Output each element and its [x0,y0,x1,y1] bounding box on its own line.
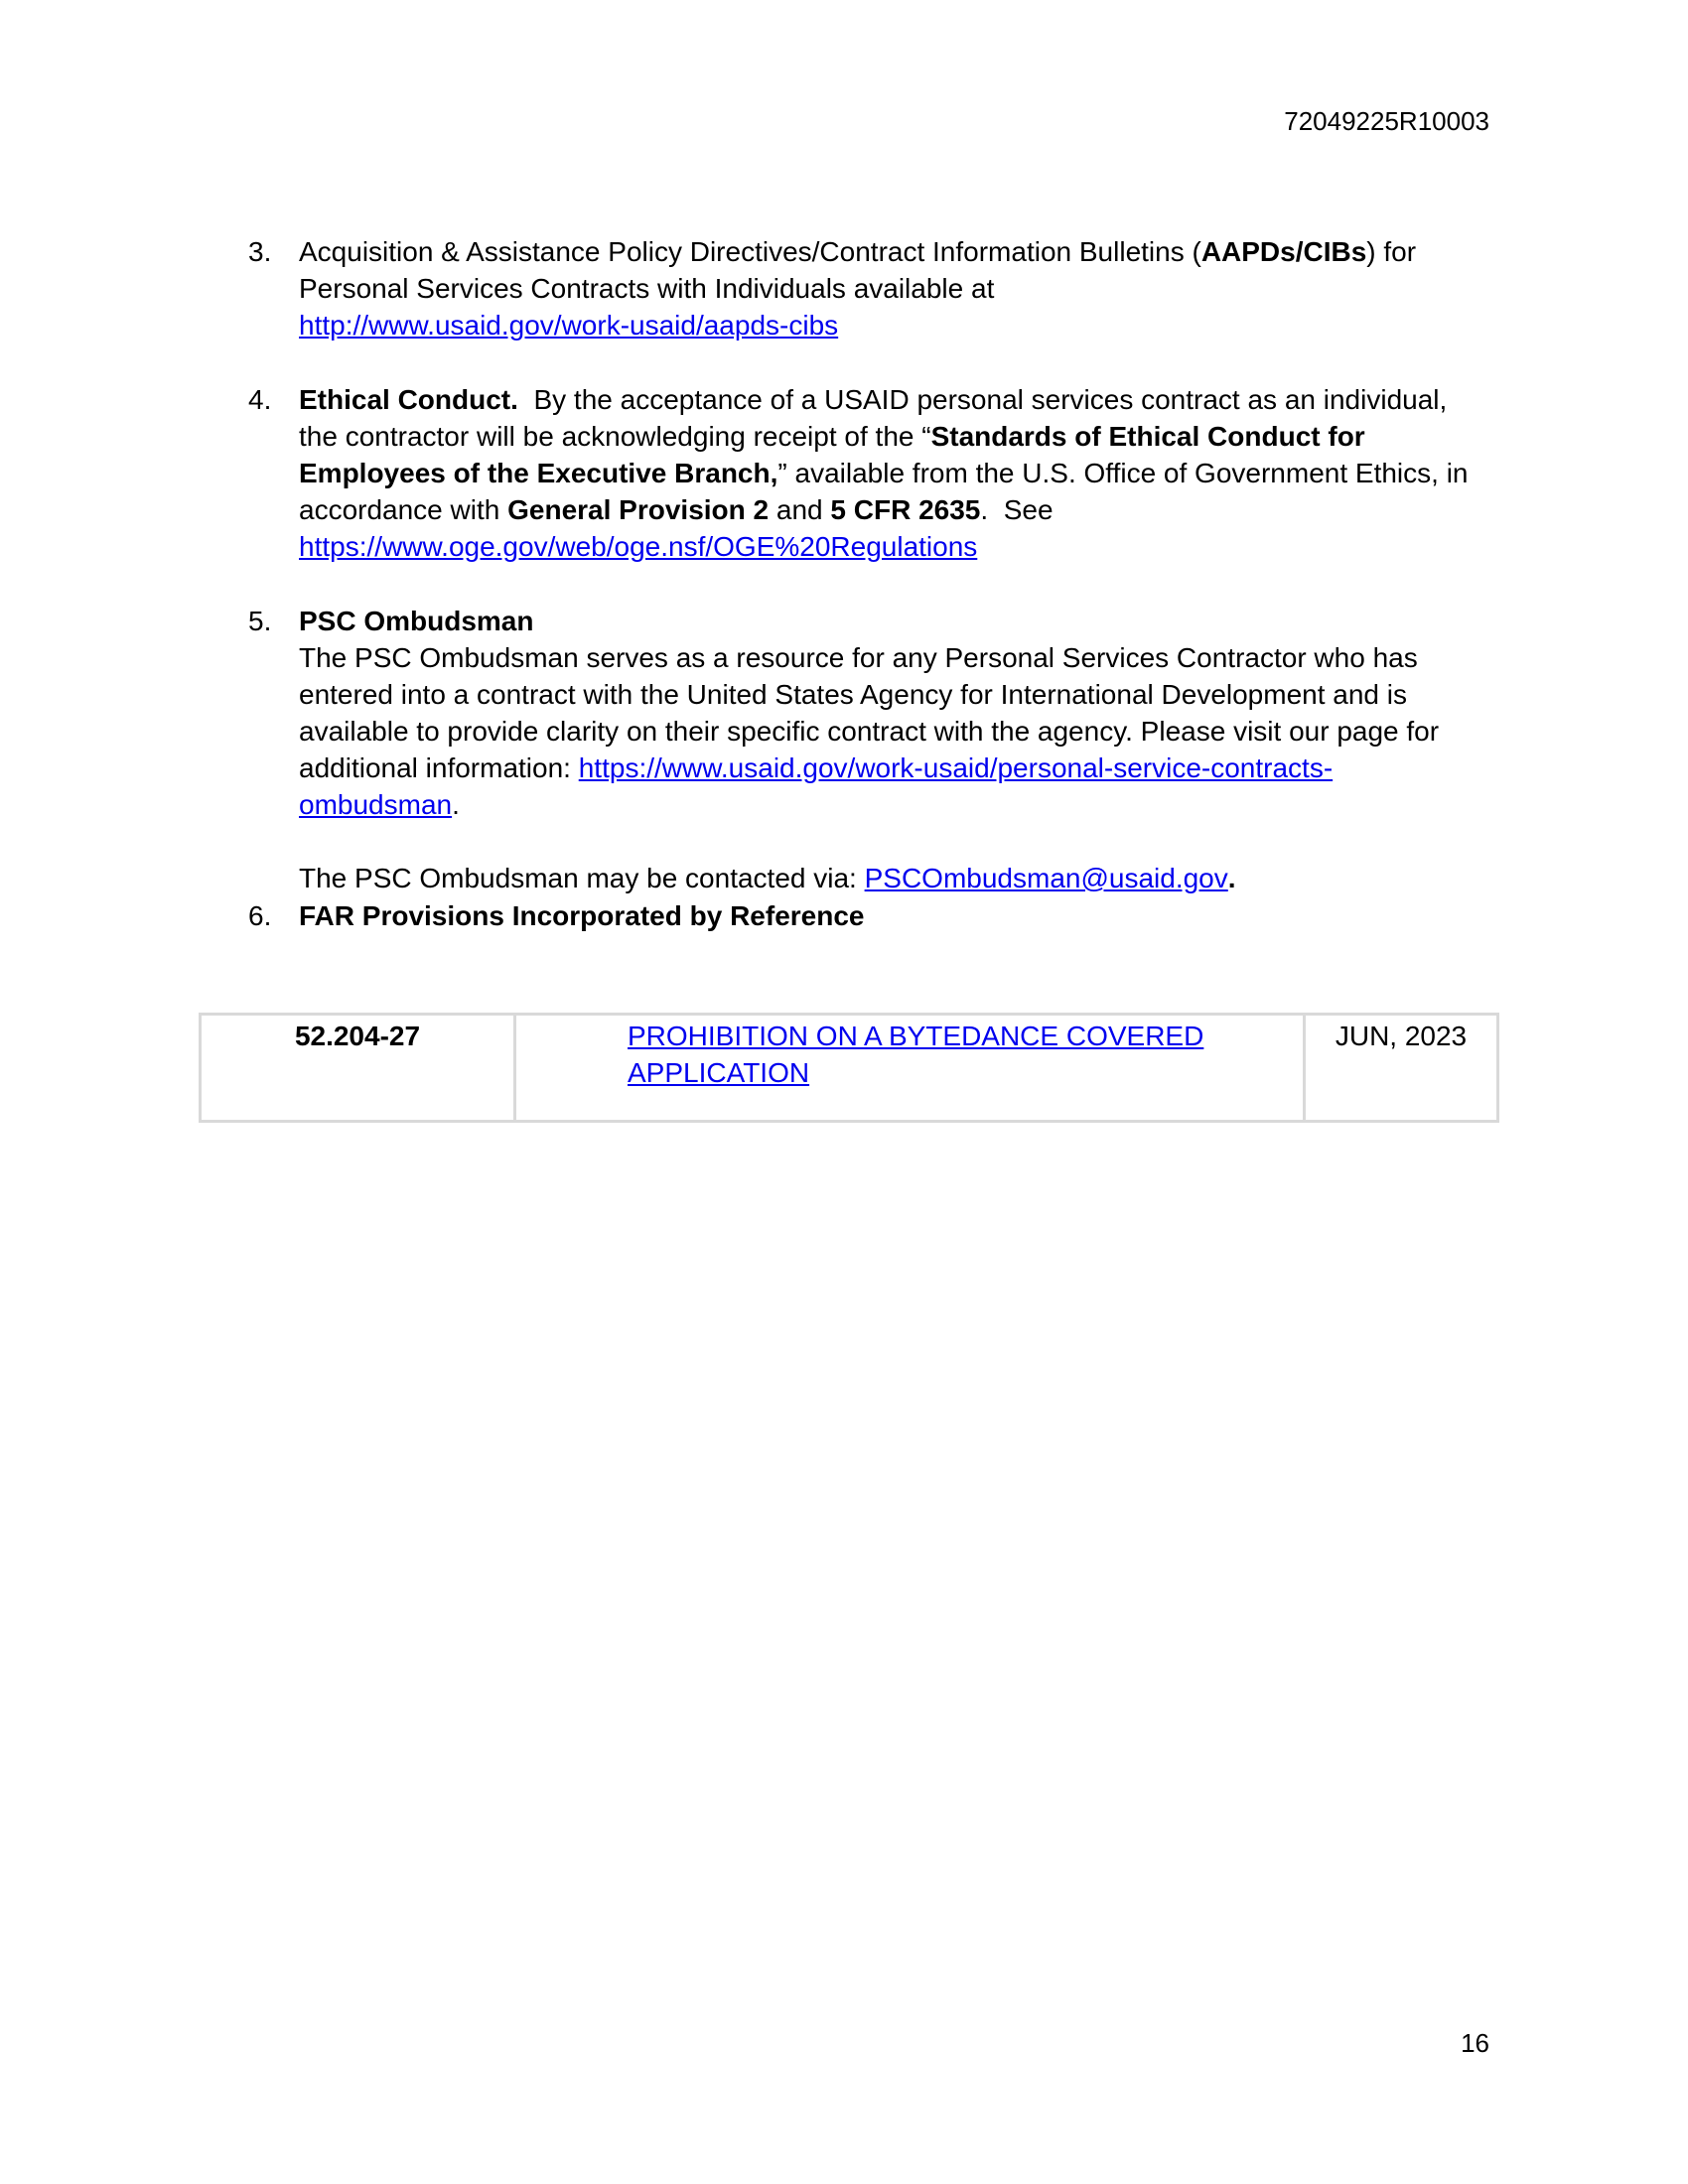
aapds-text-after: ) for Personal Services Contracts with Individuals available at [299,236,1417,304]
ethics-standards: Standards of Ethical Conduct for Employees of the Executive Branch, [299,421,1365,488]
aapds-bold-term: AAPDs/CIBs [1200,236,1367,267]
list-item-far-provisions [248,897,1489,934]
ethics-text-1: By the acceptance of a USAID personal services contract as an individual, the contractor will be acknowledging receipt of the “ [299,384,1456,452]
ombudsman-title: PSC Ombudsman [299,606,534,636]
ombudsman-text: The PSC Ombudsman serves as a resource for any Personal Services Contractor who has entered into a contract with the United States Agency for International Development and is available to provide clarity on their specific contract with the agency. Please visit our page for additional information: [299,642,1440,783]
ombudsman-paragraph [299,639,1489,823]
ombudsman-contact [299,860,1489,896]
ombudsman-contact-text: The PSC Ombudsman may be contacted via: [299,863,865,893]
page-number: 16 [1461,2028,1489,2058]
list-number: 4. [248,384,272,415]
ombudsman-contact-period: . [1227,863,1236,893]
aapds-text-before: Acquisition & Assistance Policy Directives/Contract Information Bulletins ( [299,236,1201,267]
ethics-text-3: and [769,494,831,525]
table-row [201,1015,1498,1122]
oge-regulations-link[interactable]: https://www.oge.gov/web/oge.nsf/OGE%20Regulations [299,531,978,562]
clause-title-link[interactable]: PROHIBITION ON A BYTEDANCE COVERED APPLICATION [628,1021,1204,1088]
clause-title-cell [515,1015,1305,1122]
ethics-cfr: 5 CFR 2635 [830,494,981,525]
far-provisions-table [199,1013,1499,1123]
aapds-link[interactable]: http://www.usaid.gov/work-usaid/aapds-cibs [299,310,839,341]
aapds-paragraph [299,233,1489,307]
list-item-psc-ombudsman [248,603,1489,896]
ombudsman-period: . [452,789,460,820]
ethics-provision: General Provision 2 [507,494,770,525]
ombudsman-page-link[interactable]: https://www.usaid.gov/work-usaid/personal-service-contracts-ombudsman [299,752,1334,820]
solicitation-number: 72049225R10003 [1284,106,1489,136]
ethics-title: Ethical Conduct. [299,384,518,415]
ethics-text-4: . See [980,494,1054,525]
ethics-text-2: ” available from the U.S. Office of Government Ethics, in accordance with [299,458,1469,525]
clause-number: 52.204-27 [201,1015,515,1122]
list-number: 3. [248,236,272,267]
ethics-paragraph [299,381,1489,528]
far-title: FAR Provisions Incorporated by Reference [299,900,865,931]
list-number: 5. [248,606,272,636]
list-item-aapds [248,233,1489,343]
list-number: 6. [248,900,272,931]
clause-date: JUN, 2023 [1305,1015,1498,1122]
ombudsman-email-link[interactable]: PSCOmbudsman@usaid.gov [864,863,1228,893]
list-item-ethical-conduct [248,381,1489,565]
